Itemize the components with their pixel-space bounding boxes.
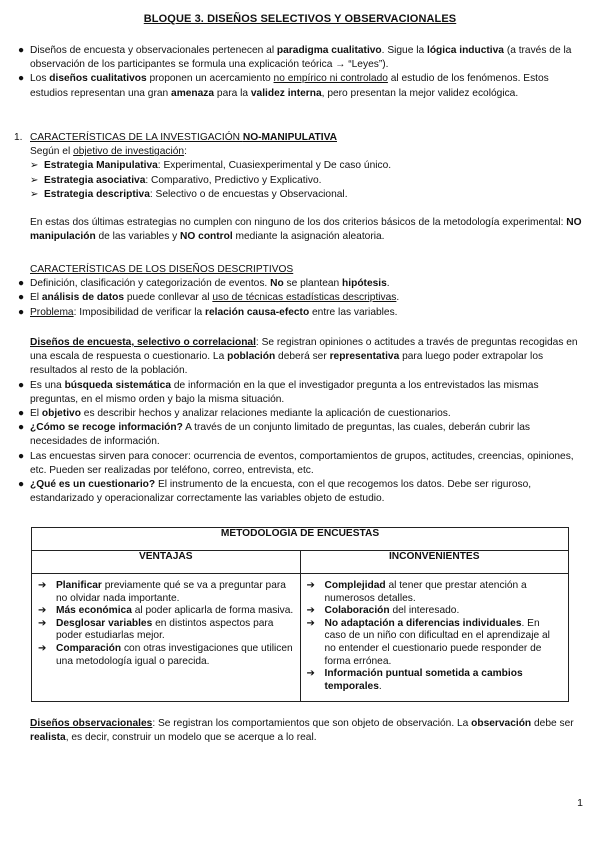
page-title: BLOQUE 3. DISEÑOS SELECTIVOS Y OBSERVACIONALES xyxy=(143,13,457,25)
bullet-icon: ● xyxy=(18,422,25,434)
list-item: ● Las encuestas sirven para conocer: ocurrencia de eventos, comportamientos de grupos, actitudes, creencias, opiniones, etc. Pueden ser realizadas por teléfono, correo, entrevista, etc. xyxy=(18,450,574,476)
arrow-icon: ➢ xyxy=(30,188,39,200)
list-item: ● Definición, clasificación y categorización de eventos. No se plantean hipótesis. xyxy=(14,277,582,291)
bullet-icon: ● xyxy=(18,379,25,391)
section-survey xyxy=(14,336,582,506)
list-item: ➔ Complejidad al tener que prestar atención a numerosos detalles. xyxy=(306,580,527,604)
list-item: ➔ Colaboración del interesado. xyxy=(306,605,460,617)
bullet-icon: ● xyxy=(18,292,25,304)
section-observational xyxy=(14,717,582,745)
bullet-icon: ● xyxy=(18,450,25,462)
list-item: ➔ Más económica al poder aplicarla de forma masiva. xyxy=(38,605,294,617)
inconvenientes-cell xyxy=(300,574,569,702)
observational-paragraph: Diseños observacionales: Se registran los comportamientos que son objeto de observación. La observación debe ser realista, es decir, construir un modelo que se acerque a lo real. xyxy=(30,718,574,744)
list-item: ● Problema: Imposibilidad de verificar la relación causa-efecto entre las variables. xyxy=(14,306,582,320)
section-descriptive xyxy=(14,263,582,320)
list-item: ➔ Comparación con otras investigaciones que utilicen una metodología igual o parecida. xyxy=(38,642,293,667)
section-heading: CARACTERÍSTICAS DE LOS DISEÑOS DESCRIPTIVOS xyxy=(30,264,294,275)
bullet-icon: ● xyxy=(18,408,25,420)
column-header-inconvenientes: INCONVENIENTES xyxy=(300,551,569,574)
bullet-icon: ● xyxy=(18,306,25,318)
list-item: ● ¿Qué es un cuestionario? El instrumento de la encuesta, con el que recogemos los datos. Debe ser riguroso, estandarizado y operacionalizar correctamente las variables objeto de estudio. xyxy=(18,479,532,505)
list-item: ● ¿Cómo se recoge información? A través de un conjunto limitado de preguntas, las cuales, deberán cubrir las necesidades de información. xyxy=(18,422,530,448)
bullet-icon: ● xyxy=(18,479,25,491)
strategy-item: ➢ Estrategia asociativa: Comparativo, Predictivo y Explicativo. xyxy=(14,174,582,188)
section-heading: 1. CARACTERÍSTICAS DE LA INVESTIGACIÓN NO-MANIPULATIVA xyxy=(14,132,337,143)
strategy-item: ➢ Estrategia descriptiva: Selectivo o de encuestas y Observacional. xyxy=(14,188,582,202)
ventajas-cell xyxy=(32,574,301,702)
bullet-icon: ● xyxy=(18,45,25,56)
list-item: ● Los diseños cualitativos proponen un acercamiento no empírico ni controlado al estudio de los fenómenos. Estos estudios representan una gran amenaza para la validez interna, pero presentan la mejor validez ecológica. xyxy=(18,73,549,99)
bullet-icon: ● xyxy=(18,73,25,85)
section-paragraph: En estas dos últimas estrategias no cumplen con ninguno de los dos criterios básicos de la metodología experimental: NO manipulación de las variables y NO control mediante la asignación aleatoria. xyxy=(30,217,582,243)
page-number: 1 xyxy=(577,797,583,809)
column-header-ventajas: VENTAJAS xyxy=(32,551,301,574)
table-title: METODOLOGÍA DE ENCUESTAS xyxy=(32,528,569,551)
arrow-icon: ➢ xyxy=(30,160,39,172)
arrow-icon: ➔ xyxy=(306,580,316,591)
arrow-icon: ➔ xyxy=(306,668,316,680)
arrow-icon: ➢ xyxy=(30,174,39,186)
arrow-icon: ➔ xyxy=(38,580,47,591)
list-item: ● Diseños de encuesta y observacionales pertenecen al paradigma cualitativo. Sigue la lógica inductiva (a través de la observación de los participantes se formula una explicación teórica → “Leyes”). xyxy=(18,45,572,71)
list-item: ● El objetivo es describir hechos y analizar relaciones mediante la aplicación de cuestionarios. xyxy=(14,407,582,421)
list-item: ➔ Planificar previamente qué se va a preguntar para no olvidar nada importante. xyxy=(38,580,286,604)
section-no-manipulativa xyxy=(14,131,582,244)
list-item: ● El análisis de datos puede conllevar al uso de técnicas estadísticas descriptivas. xyxy=(14,291,582,305)
arrow-icon: ➔ xyxy=(306,617,316,629)
survey-intro: Diseños de encuesta, selectivo o correlacional: Se registran opiniones o actitudes a través de preguntas recogidas en una escala de respuesta o cuestionario. La población deberá ser representativa para luego poder extrapolar los resultados al resto de la población. xyxy=(30,337,578,377)
bullet-icon: ● xyxy=(18,278,25,290)
methodology-table xyxy=(31,527,569,702)
section-subheading: Según el objetivo de investigación: xyxy=(30,146,187,158)
arrow-icon: ➔ xyxy=(306,605,316,617)
list-item: ➔ Desglosar variables en distintos aspectos para poder estudiarlas mejor. xyxy=(38,617,274,642)
list-item: ➔ Información puntual sometida a cambios temporales. xyxy=(306,668,523,692)
intro-list xyxy=(14,44,582,101)
strategy-item: ➢ Estrategia Manipulativa: Experimental, Cuasiexperimental y De caso único. xyxy=(14,159,582,173)
list-item: ● Es una búsqueda sistemática de información en la que el investigador pregunta a los entrevistados las mismas preguntas, en el mismo orden y bajo la misma situación. xyxy=(18,379,539,405)
arrow-icon: ➔ xyxy=(38,642,47,654)
arrow-icon: ➔ xyxy=(38,605,47,617)
list-item: ➔ No adaptación a diferencias individuales. En caso de un niño con dificultad en el aprendizaje al no entender el cuestionario puede responder de forma errónea. xyxy=(306,617,550,667)
arrow-icon: ➔ xyxy=(38,617,47,629)
